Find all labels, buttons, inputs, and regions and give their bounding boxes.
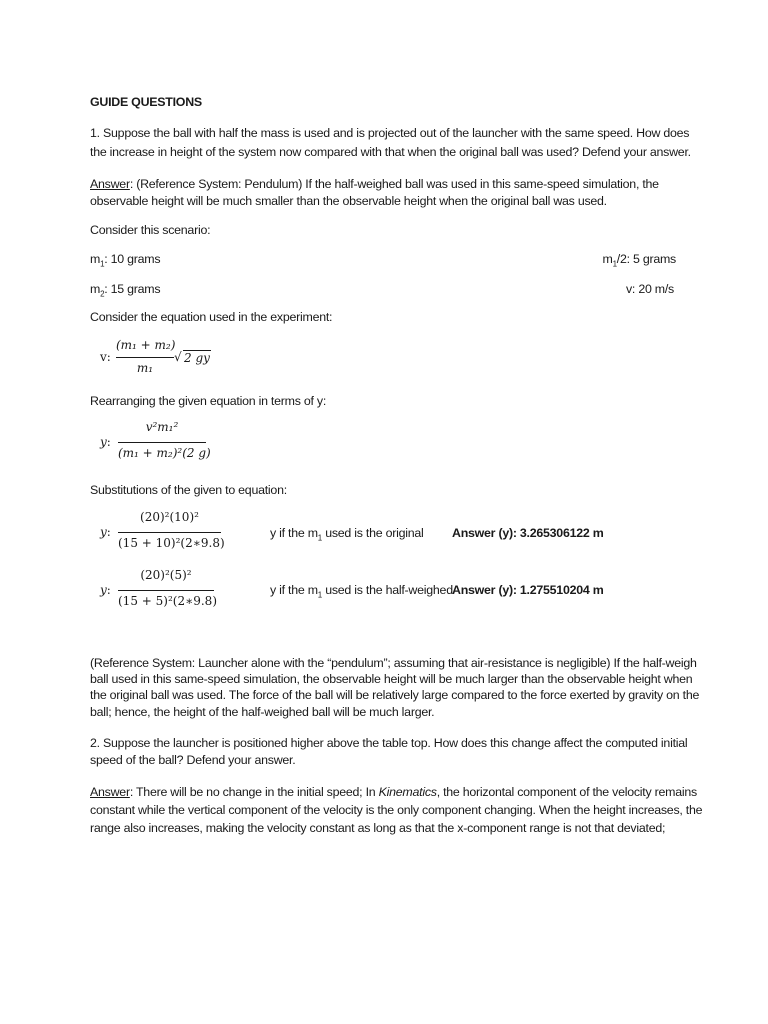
case-half-label: y if the $m_1$ used is the half-weighed: [270, 583, 453, 600]
height-equation: [100, 418, 260, 468]
answer-1-line-2: observable height will be much smaller than the observable height when the original ball was used.: [90, 194, 607, 208]
velocity-equation: [100, 336, 260, 384]
eq2-denominator: (m₁ + m₂)²(2 g): [118, 446, 211, 460]
question-2-line-2: speed of the ball? Defend your answer.: [90, 753, 296, 767]
eq1-numerator: (m₁ + m₂): [116, 338, 176, 352]
answer-2-label: Answer: [90, 785, 130, 799]
launcher-line-4: ball; hence, the height of the half-weighed ball will be much larger.: [90, 705, 435, 719]
question-1-line-1: 1. Suppose the ball with half the mass is used and is projected out of the launcher with the same speed. How does: [90, 126, 690, 140]
eq3-denominator: (15 + 10)²(2∗9.8): [118, 536, 225, 550]
answer-1-line-1: [90, 176, 659, 193]
eq1-lhs: v:: [100, 350, 111, 364]
substitution-equation-original: [100, 508, 230, 558]
launcher-line-2: ball used in this same-speed simulation, the observable height will be much larger than the observable height when: [90, 672, 693, 686]
launcher-line-3: the original ball was used. The force of the ball will be relatively large compared to the force exerted by gravity on the: [90, 688, 700, 702]
eq3-lhs: y:: [100, 525, 111, 539]
scenario-intro: Consider this scenario:: [90, 223, 211, 237]
page-heading: GUIDE QUESTIONS: [90, 95, 202, 109]
eq3-numerator: (20)²(10)²: [140, 510, 199, 524]
answer-label: Answer: [90, 177, 130, 191]
answer-2-line-2: constant while the vertical component of the velocity is the only component changing. When the height increases, the: [90, 803, 703, 817]
substitution-intro: Substitutions of the given to equation:: [90, 483, 287, 497]
eq2-lhs: y:: [100, 435, 111, 449]
scenario-velocity: v: 20 m/s: [625, 282, 674, 296]
launcher-line-1: (Reference System: Launcher alone with the “pendulum”; assuming that air-resistance is negligible) If the half-weigh: [90, 656, 697, 670]
eq1-fraction-bar: [116, 357, 174, 358]
eq1-sqrt-sign: √: [174, 350, 182, 364]
eq4-numerator: (20)²(5)²: [140, 568, 192, 582]
rearrange-intro: Rearranging the given equation in terms of y:: [90, 394, 327, 408]
scenario-m1: $m_1$: 10 grams: [90, 252, 161, 269]
eq3-fraction-bar: [118, 532, 221, 533]
eq2-numerator: v²m₁²: [145, 420, 179, 434]
answer-2-line-3: range also increases, making the velocity constant as long as that the x-component range is not that deviated;: [90, 821, 666, 835]
eq4-fraction-bar: [118, 590, 214, 591]
question-2-line-1: 2. Suppose the launcher is positioned higher above the table top. How does this change affect the computed initial: [90, 736, 688, 750]
scenario-m2: $m_2$: 15 grams: [90, 282, 161, 299]
eq4-denominator: (15 + 5)²(2∗9.8): [118, 594, 217, 608]
eq1-radicand: 2 gy: [184, 351, 210, 365]
question-1-line-2: the increase in height of the system now compared with that when the original ball was used? Defend your answer.: [90, 145, 691, 159]
case-original-answer: Answer (y): 3.265306122 m: [452, 526, 604, 540]
substitution-equation-half: [100, 566, 230, 616]
kinematics-term: Kinematics: [378, 785, 437, 799]
answer-2-line-1: Answer: There will be no change in the initial speed; In Kinematics, the horizontal component of the velocity remains: [90, 785, 697, 799]
answer-1-text: : (Reference System: Pendulum) If the half-weighed ball was used in this same-speed simulation, the: [129, 177, 659, 191]
eq1-denominator: m₁: [136, 361, 154, 375]
case-half-answer: Answer (y): 1.275510204 m: [452, 583, 604, 597]
equation-intro: Consider the equation used in the experiment:: [90, 310, 333, 324]
case-original-label: y if the $m_1$ used is the original: [270, 526, 424, 543]
scenario-m1-half: $m_1/2$: 5 grams: [602, 252, 676, 269]
eq2-fraction-bar: [118, 442, 206, 443]
eq4-lhs: y:: [100, 583, 111, 597]
